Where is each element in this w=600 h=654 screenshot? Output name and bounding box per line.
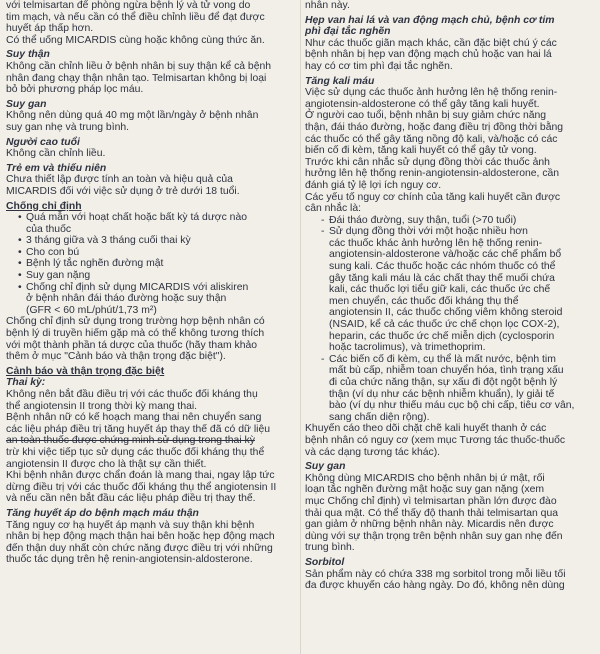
- text-line: và các dạng tương tác khác).: [305, 446, 441, 458]
- text-line: các thuốc có thể gây tăng nồng độ kali, và/hoặc có các: [305, 133, 558, 145]
- text-line: huyết áp thấp hơn.: [6, 23, 94, 35]
- contraindication-list: [6, 212, 298, 316]
- text-line: angiotensin-aldosterone có thể gây tăng kali huyết.: [305, 98, 540, 110]
- text-line: Bệnh nhân nữ có kế hoạch mang thai nên chuyển sang: [6, 412, 262, 424]
- text-line: trừ khi việc tiếp tục sử dụng các thuốc đối kháng thụ thể: [6, 446, 265, 458]
- text-line: với telmisartan để phòng ngừa bệnh lý và tử vong do: [6, 0, 251, 11]
- text-line: an toàn thuốc được chứng minh sử dụng trong thai kỳ: [6, 435, 255, 447]
- page-fold-divider: [300, 0, 301, 654]
- text-line: đánh giá tỷ lệ lợi ích nguy cơ.: [305, 179, 442, 191]
- text-line: MICARDIS đối với việc sử dụng ở trẻ dưới 18 tuổi.: [6, 185, 240, 197]
- list-item: [18, 282, 298, 317]
- text-line: dừng điều trị với các thuốc đối kháng thụ thể angiotensin II: [6, 481, 277, 493]
- section-hep-van: [305, 15, 593, 73]
- list-item: [321, 226, 593, 354]
- list-item: [18, 258, 298, 270]
- text-line: hoặc tacrolimus), và trimethoprim.: [329, 342, 486, 354]
- text-line: đi của chức năng thận, sự xấu đi đột ngột bệnh lý: [329, 377, 558, 388]
- subsection-heading: Tăng huyết áp do bệnh mạch máu thận: [6, 507, 199, 519]
- text-line: angiotensin II, các thuốc chống viêm không steroid: [329, 307, 563, 319]
- text-line: Không cần chỉnh liều ở bệnh nhân bị suy thận kể cả bệnh: [6, 60, 272, 72]
- text-line: Khi bệnh nhân được chẩn đoán là mang thai, ngay lập tức: [6, 470, 275, 482]
- section-sorbitol: [305, 557, 593, 592]
- text-line: Các yếu tố nguy cơ chính của tăng kali huyết cần được: [305, 191, 561, 203]
- section-heading: Người cao tuổi: [6, 136, 80, 148]
- text-line: thêm ở mục "Cảnh báo và thận trọng đặc biệt").: [6, 351, 226, 363]
- text-line: Ở người cao tuổi, bệnh nhân bị suy giảm chức năng: [305, 110, 547, 122]
- risk-factor-list: [305, 215, 593, 424]
- text-line: nhân này.: [305, 0, 350, 11]
- section-suy-than: [6, 49, 298, 95]
- text-line: thuốc tác dụng trên hệ renin-angiotensin-aldosterone.: [6, 554, 253, 566]
- text-line: Việc sử dụng các thuốc ảnh hưởng lên hệ thống renin-: [305, 87, 558, 99]
- text-line: gan giảm ở những bệnh nhân này. Micardis nên được: [305, 519, 554, 531]
- text-line: đến thận duy nhất còn chức năng được điều trị với những: [6, 542, 273, 554]
- text-line: nhân đang chạy thận nhân tạo. Telmisartan không bị loại: [6, 72, 267, 84]
- text-line: bào (ví dụ như thiếu máu cục bộ chi cấp, tiêu cơ vân,: [329, 400, 575, 412]
- text-line: kali, các thuốc lợi tiểu giữ kali, các thuốc ức chế: [329, 284, 551, 296]
- text-line: Khuyến cáo theo dõi chặt chẽ kali huyết thanh ở các: [305, 423, 547, 435]
- list-item: [321, 215, 593, 227]
- section-heading: Sorbitol: [305, 556, 345, 568]
- text-line: - Các biến cố đi kèm, cụ thể là mất nước, bệnh tim: [329, 353, 556, 365]
- section-canh-bao: [6, 366, 298, 566]
- text-line: dùng với sự thận trọng trên bệnh nhân suy gan nhẹ đến: [305, 530, 563, 542]
- text-line: • 3 tháng giữa và 3 tháng cuối thai kỳ: [26, 235, 191, 247]
- list-item: [18, 247, 298, 259]
- text-line: trung bình.: [305, 542, 355, 554]
- section-heading: Cảnh báo và thận trọng đặc biệt: [6, 365, 165, 377]
- text-line: thải qua mật. Có thể thấy độ thanh thải telmisartan qua: [305, 507, 558, 519]
- text-line: thể angiotensin II trong thời kỳ mang thai.: [6, 400, 198, 412]
- section-chong-chi-dinh: [6, 201, 298, 363]
- text-line: bỏ bởi phương pháp lọc máu.: [6, 84, 144, 96]
- text-line: angiotensin-aldosterone và/hoặc các chế phẩm bổ: [329, 249, 562, 261]
- text-line: các liệu pháp điều trị tăng huyết áp thay thế đã có dữ liệu: [6, 423, 271, 435]
- text-line: bệnh lý di truyền hiếm gặp mà có thể không tương thích: [6, 328, 265, 340]
- text-line: các thuốc khác ảnh hưởng lên hệ thống renin-: [329, 237, 543, 249]
- text-line: Tăng nguy cơ hạ huyết áp mạnh và suy thận khi bệnh: [6, 519, 255, 531]
- text-line: (NSAID, kể cả các thuốc ức chế chọn lọc COX-2),: [329, 319, 560, 331]
- text-line: ở bệnh nhân đái tháo đường hoặc suy thận: [26, 293, 227, 305]
- text-line: Có thể uống MICARDIS cùng hoặc không cùng thức ăn.: [6, 34, 265, 46]
- text-line: bệnh nhân bị hẹp van động mạch chủ hoặc van hai lá: [305, 49, 552, 61]
- text-line: mục Chống chỉ định) vì telmisartan phần lớn được đào: [305, 495, 557, 507]
- section-heading: Trẻ em và thiếu niên: [6, 162, 107, 174]
- list-item: [321, 354, 593, 424]
- section-heading: Tăng kali máu: [305, 75, 375, 87]
- text-line: Không cần chỉnh liều.: [6, 148, 106, 160]
- text-line: cân nhắc là:: [305, 203, 362, 215]
- text-line: bệnh nhân có nguy cơ (xem mục Tương tác thuốc-thuốc: [305, 434, 566, 446]
- section-heading: Suy gan: [305, 461, 346, 473]
- text-line: biến cố đi kèm, tăng kali huyết có thể gây tử vong.: [305, 145, 537, 157]
- section-tre-em: [6, 163, 298, 198]
- text-line: Sản phẩm này có chứa 338 mg sorbitol trong mỗi liều tối: [305, 568, 566, 580]
- section-nguoi-cao-tuoi: [6, 137, 298, 160]
- text-line: hay có cơ tim phì đại tắc nghẽn.: [305, 60, 453, 72]
- text-line: Như các thuốc giãn mạch khác, cần đặc biệt chú ý các: [305, 37, 557, 49]
- section-tang-kali: [305, 76, 593, 459]
- section-suy-gan-right: [305, 461, 593, 554]
- subsection-heading: Thai kỳ:: [6, 377, 46, 389]
- section-heading: phì đại tắc nghẽn: [305, 26, 391, 38]
- left-column: [6, 0, 298, 566]
- text-line: • Suy gan nặng: [26, 270, 91, 282]
- text-line: - Đái tháo đường, suy thận, tuổi (>70 tuổi): [329, 214, 517, 226]
- text-line: nhân bị hẹp động mạch thận hai bên hoặc hẹp động mạch: [6, 531, 275, 543]
- text-line: thận (ví dụ như các bệnh nhiễm khuẩn), ly giải tế: [329, 388, 555, 400]
- list-item: [18, 212, 298, 235]
- text-line: Trước khi cân nhắc sử dụng đồng thời các thuốc ảnh: [305, 156, 550, 168]
- text-line: đa được khuyến cáo hàng ngày. Do đó, không nên dùng: [305, 580, 565, 592]
- section-heading: Chống chỉ định: [6, 200, 82, 212]
- right-column: [305, 0, 593, 592]
- text-line: • Cho con bú: [26, 246, 80, 258]
- text-line: Không dùng MICARDIS cho bệnh nhân bị ứ mật, rối: [305, 472, 545, 484]
- text-line: • Chống chỉ định sử dụng MICARDIS với aliskiren: [26, 281, 249, 293]
- text-line: - Sử dụng đồng thời với một hoặc nhiều hơn: [329, 226, 528, 238]
- text-line: thận, đái tháo đường, hoặc đang điều trị đồng thời bằng: [305, 121, 564, 133]
- text-line: heparin, các thuốc ức chế miễn dịch (cyclosporin: [329, 330, 555, 342]
- text-line: và nếu cần nên bắt đầu các liệu pháp điều trị thay thế.: [6, 493, 256, 505]
- text-line: • Bệnh lý tắc nghẽn đường mật: [26, 258, 164, 270]
- text-line: angiotensin II được cho là thật sự cần thiết.: [6, 458, 207, 470]
- list-item: [18, 270, 298, 282]
- text-line: của thuốc: [26, 223, 72, 235]
- text-line: tim mạch, và nếu cần có thể điều chỉnh liều để đạt được: [6, 11, 265, 23]
- section-heading: Hẹp van hai lá và van động mạch chủ, bệnh cơ tim: [305, 14, 555, 26]
- text-line: • Quá mẫn với hoạt chất hoặc bất kỳ tá dược nào: [26, 212, 248, 224]
- section-suy-gan: [6, 99, 298, 134]
- list-item: [18, 235, 298, 247]
- text-line: Chống chỉ định sử dụng trong trường hợp bệnh nhân có: [6, 316, 265, 328]
- text-line: (GFR < 60 mL/phút/1,73 m²): [26, 304, 157, 316]
- text-line: sung kali. Các thuốc hoặc các nhóm thuốc có thể: [329, 261, 556, 273]
- section-heading: Suy thận: [6, 49, 50, 61]
- text-line: mất bù cấp, nhiễm toan chuyển hóa, tình trạng xấu: [329, 365, 564, 377]
- text-line: gây tăng kali máu là các chất thay thế muối chứa: [329, 272, 555, 284]
- text-line: suy gan nhẹ và trung bình.: [6, 121, 130, 133]
- section-heading: Suy gan: [6, 98, 47, 110]
- text-line: men chuyển, các thuốc đối kháng thụ thể: [329, 295, 519, 307]
- text-line: Không nên bắt đầu điều trị với các thuốc đối kháng thụ: [6, 389, 258, 400]
- text-line: Chưa thiết lập được tính an toàn và hiệu quả của: [6, 174, 233, 186]
- text-line: Không nên dùng quá 40 mg một lần/ngày ở bệnh nhân: [6, 110, 259, 122]
- text-line: sang chấn diện rộng).: [329, 411, 430, 423]
- intro-section: [6, 0, 298, 46]
- text-line: loạn tắc nghẽn đường mật hoặc suy gan nặng (xem: [305, 484, 545, 496]
- text-line: với một thành phần tá dược của thuốc (hãy tham khảo: [6, 339, 258, 351]
- text-line: hưởng lên hệ thống renin-angiotensin-aldosterone, cần: [305, 168, 560, 180]
